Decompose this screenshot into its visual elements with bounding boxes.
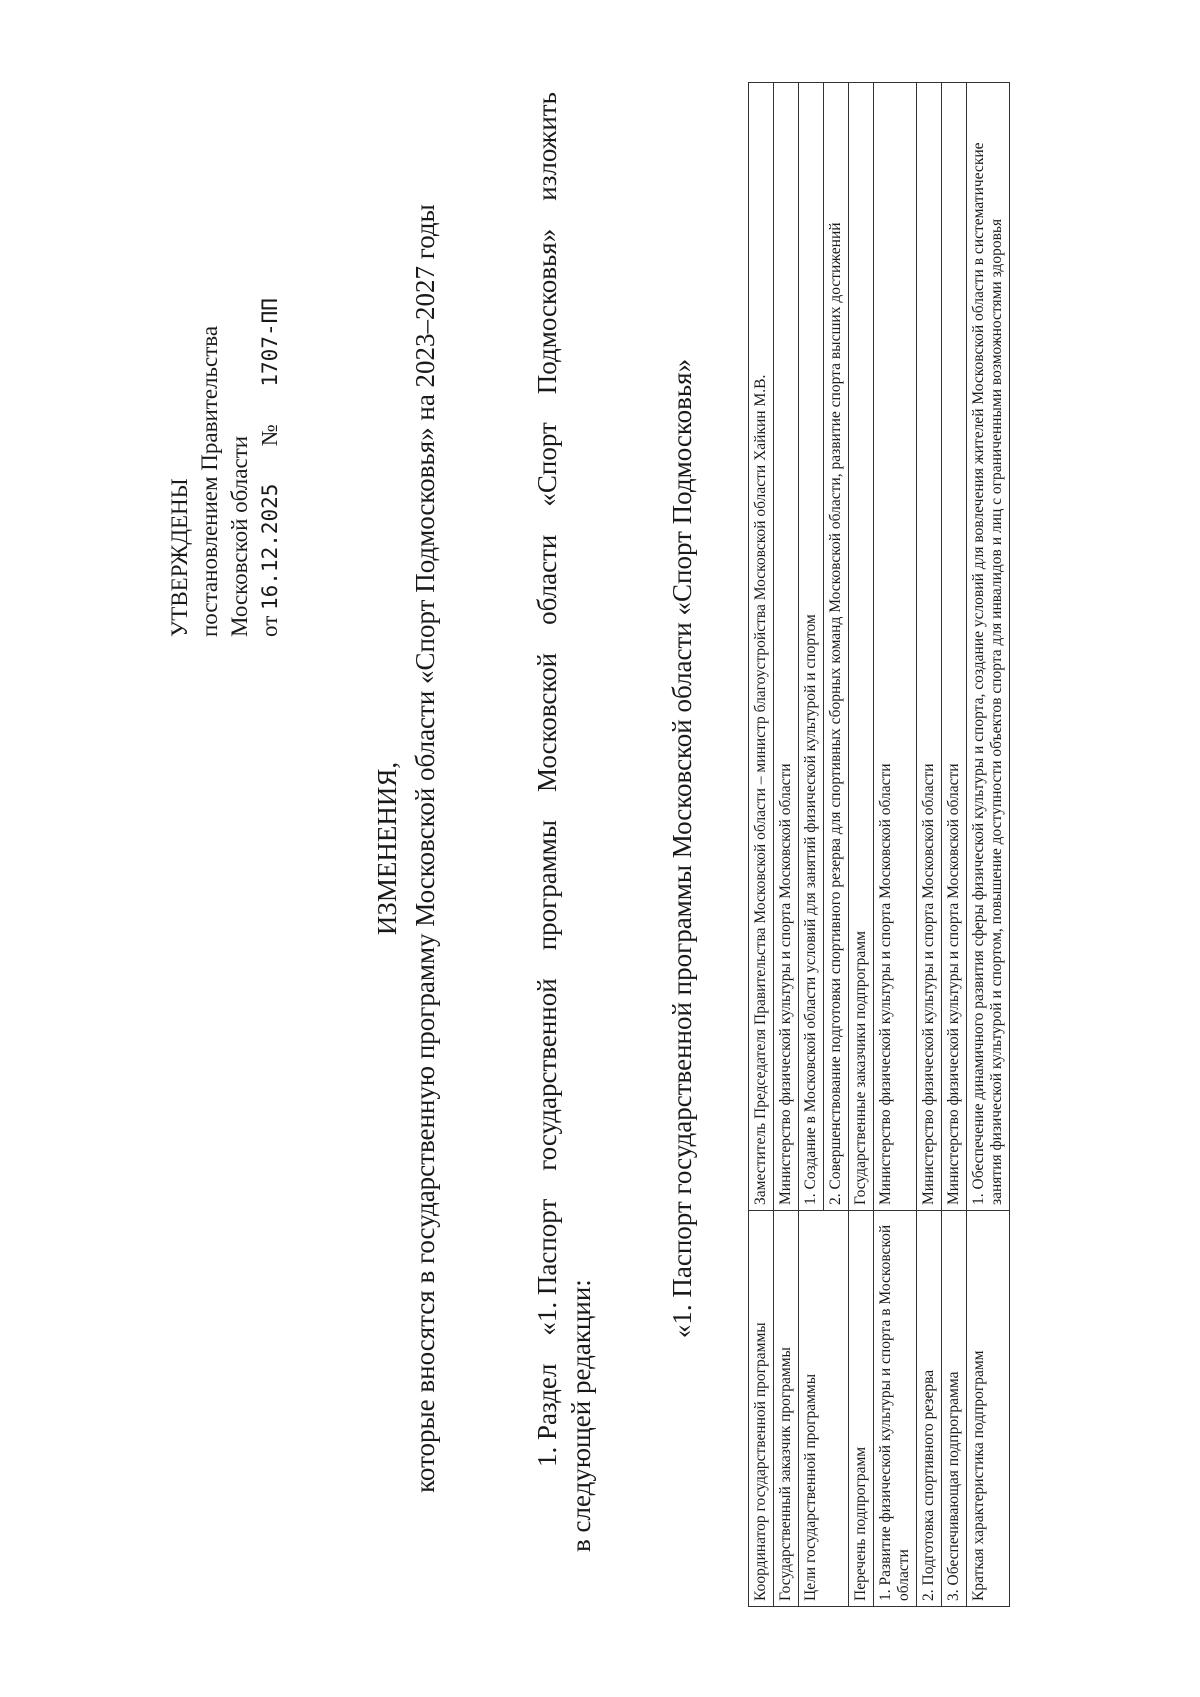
table-row bbox=[749, 83, 774, 1607]
title-subheading: которые вносятся в государственную программу Московской области «Спорт Подмосковья» на 2023–2027 годы bbox=[410, 204, 440, 1493]
table-row bbox=[874, 83, 917, 1607]
table-cell-label: Цели государственной программы bbox=[799, 1211, 849, 1607]
intro-word: «1. Паспорт bbox=[532, 1198, 562, 1336]
table-cell-label: Краткая характеристика подпрограмм bbox=[967, 1211, 1010, 1607]
table-row bbox=[849, 83, 874, 1607]
table-cell-label: 3. Обеспечивающая подпрограмма bbox=[942, 1211, 967, 1607]
table-row bbox=[942, 83, 967, 1607]
approval-number: 1707-ПП bbox=[258, 298, 282, 387]
intro-first-line bbox=[530, 92, 564, 1552]
table-row bbox=[799, 83, 824, 1607]
approval-number-sign: № bbox=[257, 424, 282, 447]
table-cell-value: Министерство физической культуры и спорта Московской области bbox=[942, 83, 967, 1211]
table-cell-value: 2. Совершенствование подготовки спортивного резерва для спортивных сборных команд Московской области, развитие спорта высших достижений bbox=[824, 83, 849, 1211]
table-row bbox=[774, 83, 799, 1607]
intro-second-line: в следующей редакции: bbox=[566, 1279, 596, 1552]
intro-word: «Спорт bbox=[532, 422, 562, 507]
table-cell-label: 2. Подготовка спортивного резерва bbox=[917, 1211, 942, 1607]
intro-word: изложить bbox=[532, 92, 562, 201]
approval-date-prefix: от bbox=[257, 615, 282, 637]
approval-stamp bbox=[165, 298, 285, 637]
table-cell-value: Государственные заказчики подпрограмм bbox=[849, 83, 874, 1211]
approval-line-2: постановлением Правительства bbox=[197, 325, 222, 637]
passport-title: «1. Паспорт государственной программы Московской области «Спорт Подмосковья» bbox=[667, 358, 697, 1339]
table-cell-value: Заместитель Председателя Правительства Московской области – министр благоустройства Московской области Хайкин М.В. bbox=[749, 83, 774, 1211]
approval-line-1: УТВЕРЖДЕНЫ bbox=[167, 478, 192, 637]
table-cell-label: Государственный заказчик программы bbox=[774, 1211, 799, 1607]
table-cell-label: 1. Развитие физической культуры и спорта в Московской области bbox=[874, 1211, 917, 1607]
table-cell-value: Министерство физической культуры и спорта Московской области bbox=[774, 83, 799, 1211]
table-cell-label: Координатор государственной программы bbox=[749, 1211, 774, 1607]
intro-word: государственной bbox=[532, 978, 562, 1171]
passport-table bbox=[748, 82, 1010, 1607]
table-cell-value: 1. Создание в Московской области условий для занятий физической культурой и спортом bbox=[799, 83, 824, 1211]
intro-word: Подмосковья» bbox=[532, 228, 562, 395]
intro-word: области bbox=[532, 534, 562, 625]
table-cell-label: Перечень подпрограмм bbox=[849, 1211, 874, 1607]
approval-date-line bbox=[255, 298, 285, 637]
document-title bbox=[370, 0, 442, 1697]
intro-paragraph bbox=[530, 92, 598, 1552]
table-row bbox=[967, 83, 1010, 1607]
intro-word: 1. Раздел bbox=[532, 1363, 562, 1467]
intro-word: Московской bbox=[532, 652, 562, 792]
approval-line-3: Московской области bbox=[227, 435, 252, 637]
table-cell-value: Министерство физической культуры и спорта Московской области bbox=[874, 83, 917, 1211]
table-row bbox=[917, 83, 942, 1607]
table-cell-value: 1. Обеспечение динамичного развития сферы физической культуры и спорта, создание условий для вовлечения жителей Московской области в систематические занятия физической культурой и спортом, повышение доступности объектов спорта для инвалидов и лиц с ограниченными возможностями здоровья bbox=[967, 83, 1010, 1211]
title-heading: ИЗМЕНЕНИЯ, bbox=[372, 761, 402, 936]
approval-date: 16.12.2025 bbox=[258, 483, 282, 610]
table-cell-value: Министерство физической культуры и спорта Московской области bbox=[917, 83, 942, 1211]
intro-word: программы bbox=[532, 819, 562, 951]
